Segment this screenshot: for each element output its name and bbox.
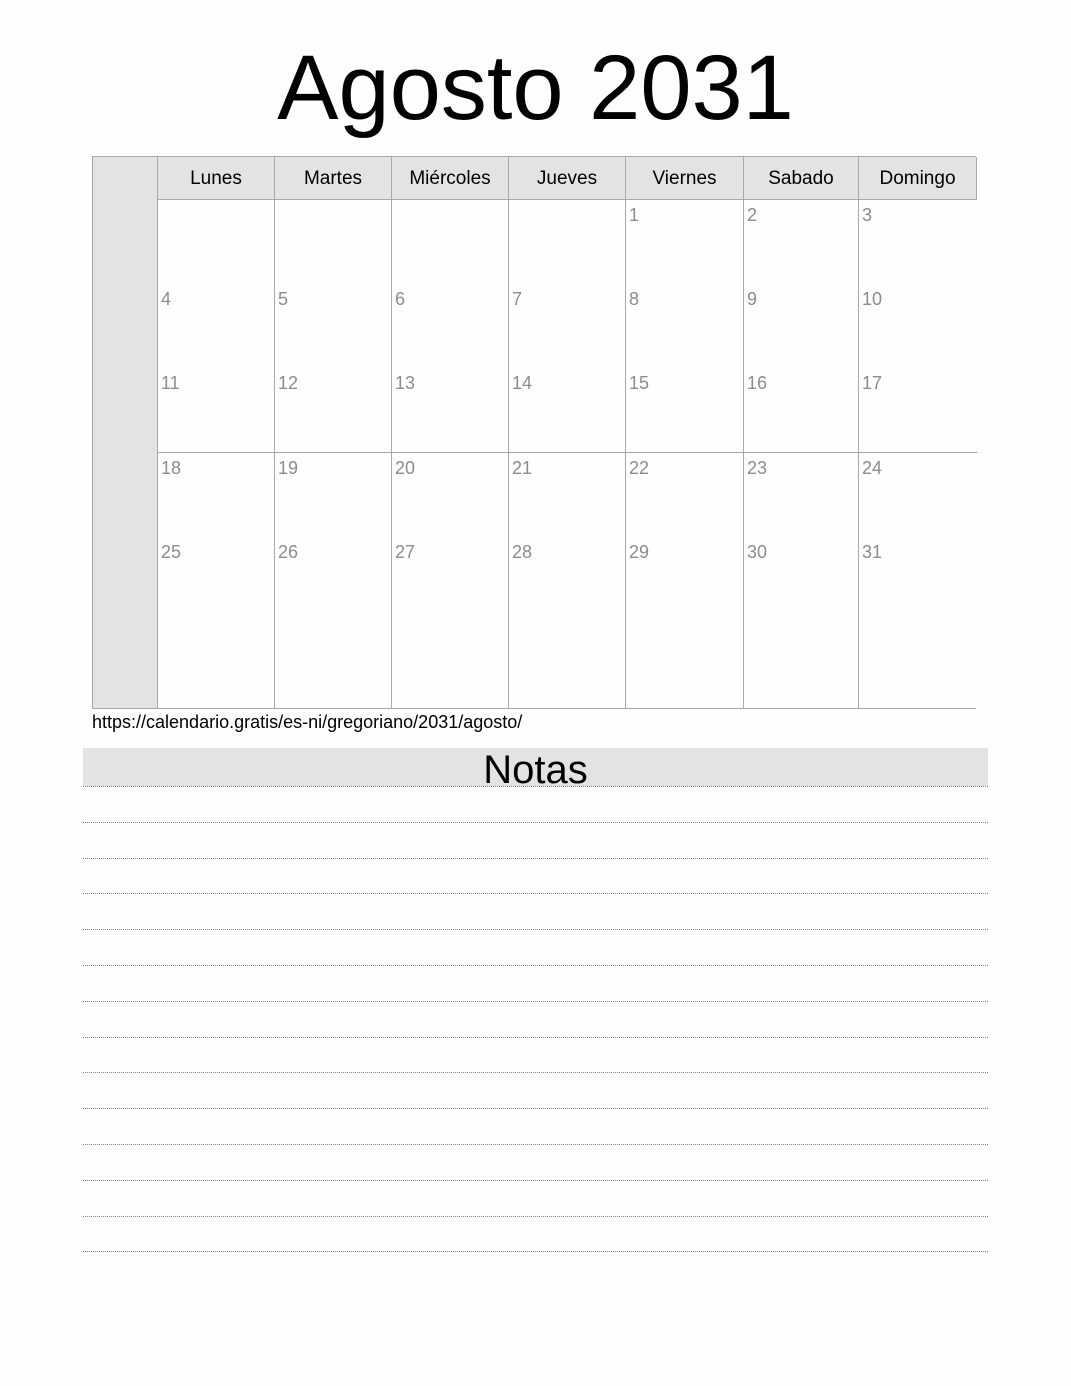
day-cell[interactable] xyxy=(158,537,275,622)
day-cell[interactable] xyxy=(275,200,392,285)
day-number: 14 xyxy=(512,373,533,394)
weekday-header-viernes: Viernes xyxy=(626,157,744,200)
note-line[interactable] xyxy=(83,1144,988,1145)
day-cell[interactable] xyxy=(626,537,744,622)
day-number: 5 xyxy=(278,289,289,310)
day-cell[interactable] xyxy=(509,368,626,453)
day-cell[interactable] xyxy=(744,621,859,708)
day-cell[interactable] xyxy=(392,200,509,285)
day-number: 30 xyxy=(747,541,768,562)
note-line[interactable] xyxy=(83,1072,988,1073)
day-cell[interactable] xyxy=(509,284,626,369)
day-cell[interactable] xyxy=(626,368,744,453)
weekday-header-martes: Martes xyxy=(275,157,392,200)
day-number: 16 xyxy=(747,373,768,394)
weekday-header-jueves: Jueves xyxy=(509,157,626,200)
day-cell[interactable] xyxy=(744,284,859,369)
day-cell[interactable] xyxy=(744,200,859,285)
note-line[interactable] xyxy=(83,1180,988,1181)
day-cell[interactable] xyxy=(859,537,977,622)
day-number: 17 xyxy=(862,373,883,394)
day-number: 31 xyxy=(862,541,883,562)
day-number: 22 xyxy=(629,457,650,478)
day-cell[interactable] xyxy=(509,453,626,538)
weekday-header-lunes: Lunes xyxy=(158,157,275,200)
day-cell[interactable] xyxy=(859,368,977,453)
day-cell[interactable] xyxy=(744,453,859,538)
day-cell[interactable] xyxy=(859,621,977,708)
day-number: 9 xyxy=(747,289,758,310)
day-number: 11 xyxy=(161,373,180,394)
calendar-grid xyxy=(92,156,976,709)
day-cell[interactable] xyxy=(392,453,509,538)
day-cell[interactable] xyxy=(392,621,509,708)
day-number: 2 xyxy=(747,205,758,225)
day-cell[interactable] xyxy=(626,621,744,708)
notes-header xyxy=(83,748,988,792)
day-number: 7 xyxy=(512,289,523,310)
day-number: 3 xyxy=(862,205,873,225)
note-line[interactable] xyxy=(83,893,988,894)
page-title: Agosto 2031 xyxy=(277,37,794,139)
day-cell[interactable] xyxy=(626,453,744,538)
day-cell[interactable] xyxy=(744,537,859,622)
day-cell[interactable] xyxy=(859,200,977,285)
day-cell[interactable] xyxy=(158,200,275,285)
note-line[interactable] xyxy=(83,1001,988,1002)
day-cell[interactable] xyxy=(744,368,859,453)
day-cell[interactable] xyxy=(158,284,275,369)
day-number: 27 xyxy=(395,541,416,562)
note-line[interactable] xyxy=(83,1108,988,1109)
day-number: 18 xyxy=(161,457,182,478)
day-number: 6 xyxy=(395,289,406,310)
note-line[interactable] xyxy=(83,1251,988,1252)
day-number: 29 xyxy=(629,541,650,562)
day-number: 20 xyxy=(395,457,416,478)
day-number: 25 xyxy=(161,541,182,562)
day-number: 10 xyxy=(862,289,883,310)
day-number: 12 xyxy=(278,373,299,394)
day-cell[interactable] xyxy=(275,453,392,538)
note-line[interactable] xyxy=(83,858,988,859)
day-cell[interactable] xyxy=(158,453,275,538)
day-number: 15 xyxy=(629,373,650,394)
day-number: 24 xyxy=(862,457,883,478)
day-cell[interactable] xyxy=(509,537,626,622)
day-number: 8 xyxy=(629,289,640,310)
week-number-column xyxy=(93,157,158,708)
day-cell[interactable] xyxy=(275,537,392,622)
day-cell[interactable] xyxy=(392,368,509,453)
day-number: 28 xyxy=(512,541,533,562)
day-cell[interactable] xyxy=(626,284,744,369)
note-line[interactable] xyxy=(83,965,988,966)
day-number: 1 xyxy=(629,205,640,225)
weekday-header-miércoles: Miércoles xyxy=(392,157,509,200)
day-cell[interactable] xyxy=(509,621,626,708)
day-number: 13 xyxy=(395,373,416,394)
weekday-header-domingo: Domingo xyxy=(859,157,977,200)
notes-title: Notas xyxy=(483,748,588,792)
day-cell[interactable] xyxy=(509,200,626,285)
source-url[interactable]: https://calendario.gratis/es-ni/gregoriano/2031/agosto/ xyxy=(92,712,523,732)
weekday-header-sabado: Sabado xyxy=(744,157,859,200)
note-line[interactable] xyxy=(83,929,988,930)
note-line[interactable] xyxy=(83,822,988,823)
day-cell[interactable] xyxy=(859,453,977,538)
day-cell[interactable] xyxy=(275,621,392,708)
day-cell[interactable] xyxy=(275,368,392,453)
day-cell[interactable] xyxy=(158,368,275,453)
day-number: 26 xyxy=(278,541,299,562)
day-cell[interactable] xyxy=(392,537,509,622)
day-number: 23 xyxy=(747,457,768,478)
note-line[interactable] xyxy=(83,786,988,787)
day-cell[interactable] xyxy=(158,621,275,708)
note-line[interactable] xyxy=(83,1216,988,1217)
note-line[interactable] xyxy=(83,1037,988,1038)
day-cell[interactable] xyxy=(859,284,977,369)
day-cell[interactable] xyxy=(275,284,392,369)
day-number: 4 xyxy=(161,289,172,310)
day-number: 21 xyxy=(512,457,533,478)
day-cell[interactable] xyxy=(392,284,509,369)
day-number: 19 xyxy=(278,457,299,478)
day-cell[interactable] xyxy=(626,200,744,285)
